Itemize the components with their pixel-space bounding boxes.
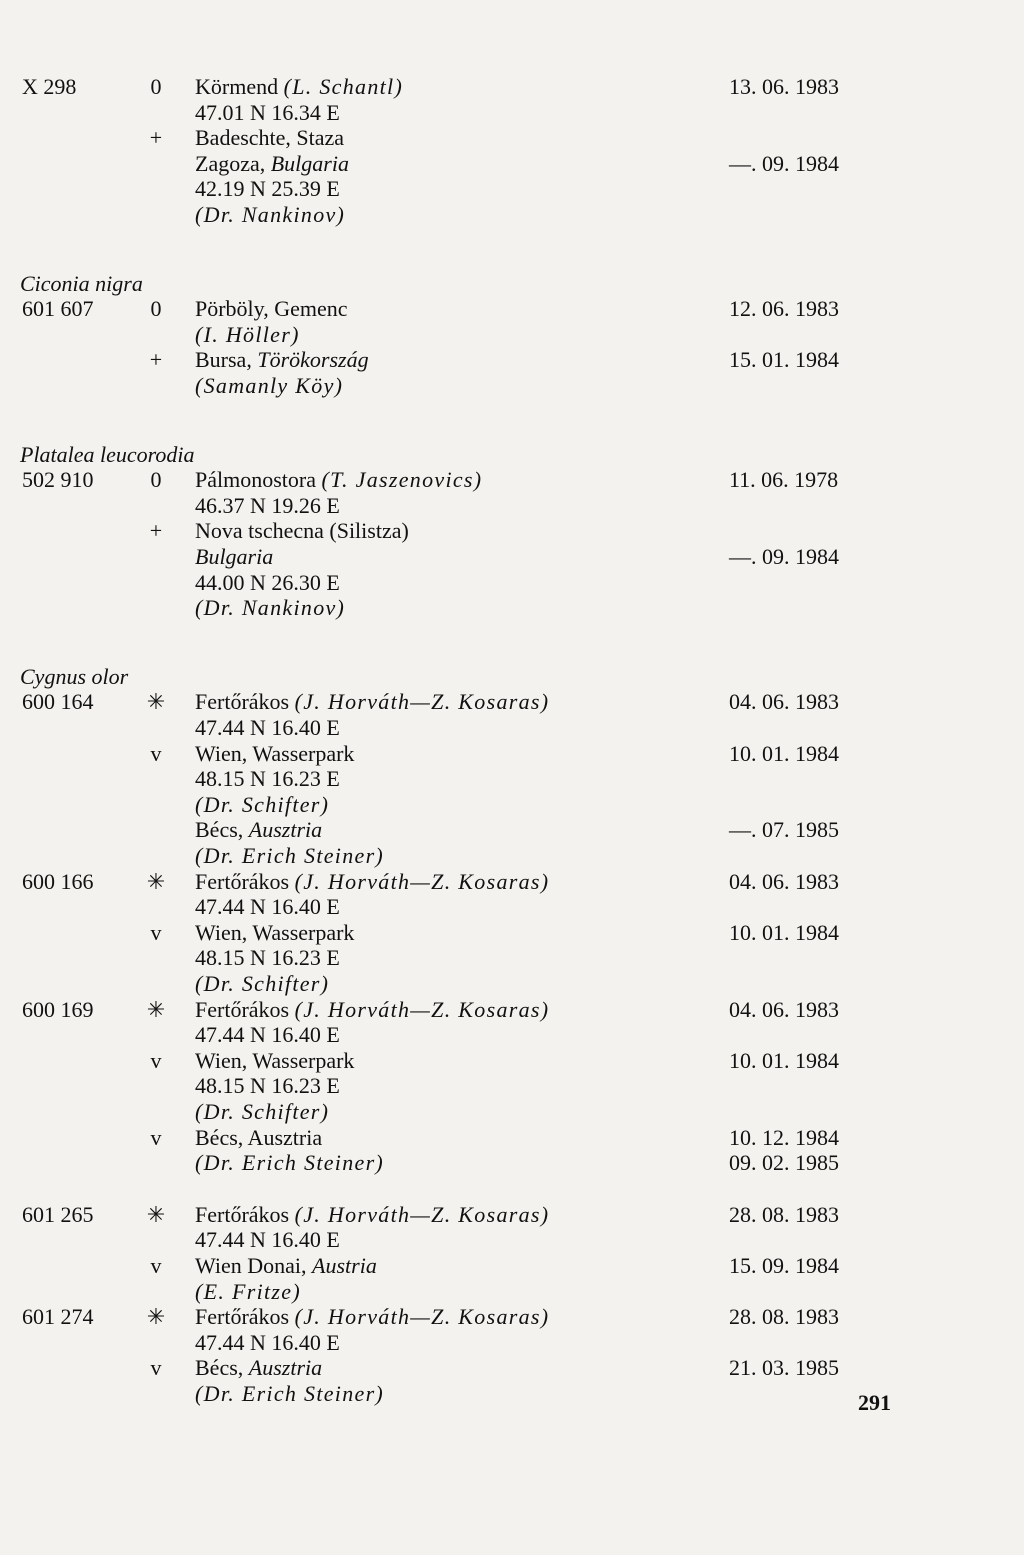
record-text xyxy=(195,997,549,1023)
text-segment: 47.01 N 16.34 E xyxy=(195,99,340,125)
record-date: 11. 06. 1978 xyxy=(729,467,839,493)
species-heading: Cygnus olor xyxy=(20,663,129,689)
record-symbol: ✳ xyxy=(146,1304,166,1330)
text-segment: 44.00 N 26.30 E xyxy=(195,569,340,595)
record-line xyxy=(0,518,1024,544)
text-segment: Körmend xyxy=(195,74,284,99)
record-line xyxy=(0,176,1024,202)
record-line xyxy=(0,1253,1024,1279)
text-segment: (Dr. Nankinov) xyxy=(195,202,346,227)
text-segment: 47.44 N 16.40 E xyxy=(195,894,340,920)
text-segment: (J. Horváth—Z. Kosaras) xyxy=(294,996,550,1022)
record-text xyxy=(195,741,354,767)
record-date: 04. 06. 1983 xyxy=(729,996,839,1022)
ring-number: 600 169 xyxy=(22,996,94,1022)
record-text xyxy=(195,1150,384,1176)
record-text xyxy=(195,1099,329,1125)
record-text xyxy=(195,766,340,792)
record-line xyxy=(0,1150,1024,1176)
record-text xyxy=(195,1073,340,1099)
ring-number: 600 166 xyxy=(22,868,94,894)
record-line xyxy=(0,766,1024,792)
record-text xyxy=(195,1202,549,1228)
text-segment: (I. Höller) xyxy=(195,321,300,347)
record-line xyxy=(0,74,1024,100)
record-text xyxy=(195,817,322,843)
record-symbol: ✳ xyxy=(146,868,166,894)
page-number: 291 xyxy=(858,1390,891,1415)
record-symbol: 0 xyxy=(150,467,162,493)
record-date: 15. 09. 1984 xyxy=(729,1253,839,1278)
record-symbol: v xyxy=(150,919,162,945)
record-date: 12. 06. 1983 xyxy=(729,296,839,322)
text-segment: (Dr. Nankinov) xyxy=(195,595,346,621)
text-segment: (J. Horváth—Z. Kosaras) xyxy=(294,868,550,894)
text-segment: 47.44 N 16.40 E xyxy=(195,715,340,740)
record-text xyxy=(195,1125,322,1151)
record-line xyxy=(0,843,1024,869)
record-text xyxy=(195,1304,549,1330)
record-text xyxy=(195,176,340,202)
text-segment: 47.44 N 16.40 E xyxy=(195,1227,340,1253)
text-segment: (Dr. Erich Steiner) xyxy=(195,1150,385,1176)
record-line xyxy=(0,1279,1024,1305)
record-symbol: v xyxy=(150,1355,162,1381)
ring-number: 600 164 xyxy=(22,689,94,715)
record-text xyxy=(195,1330,340,1356)
record-text xyxy=(195,518,409,544)
record-line xyxy=(0,894,1024,920)
record-text xyxy=(195,971,329,997)
text-segment: Fertőrákos xyxy=(195,868,295,894)
text-segment: 42.19 N 25.39 E xyxy=(195,176,340,202)
ring-number: 601 607 xyxy=(22,296,94,322)
text-segment: 48.15 N 16.23 E xyxy=(195,1073,340,1099)
record-text xyxy=(195,1279,301,1305)
text-segment: Zagoza, xyxy=(195,150,271,176)
text-segment: Fertőrákos xyxy=(195,996,295,1022)
text-segment: Wien, Wasserpark xyxy=(195,919,355,945)
record-date: —. 09. 1984 xyxy=(729,544,839,569)
record-date: 28. 08. 1983 xyxy=(729,1304,839,1330)
text-segment: 48.15 N 16.23 E xyxy=(195,945,340,971)
species-heading: Platalea leucorodia xyxy=(20,441,195,467)
text-segment: (T. Jaszenovics) xyxy=(321,467,483,493)
text-segment: Bulgaria xyxy=(270,150,349,176)
record-line xyxy=(0,467,1024,493)
record-text xyxy=(195,1227,340,1253)
record-text xyxy=(195,894,340,920)
record-text xyxy=(195,1022,340,1048)
text-segment: Bulgaria xyxy=(195,544,274,569)
record-text xyxy=(195,100,340,126)
ring-number: 502 910 xyxy=(22,467,94,493)
text-segment: Fertőrákos xyxy=(195,689,295,715)
record-date: —. 07. 1985 xyxy=(729,817,839,843)
text-segment: (J. Horváth—Z. Kosaras) xyxy=(294,689,550,715)
text-segment: (Dr. Erich Steiner) xyxy=(195,1381,385,1406)
text-segment: Fertőrákos xyxy=(195,1201,295,1227)
text-segment: (J. Horváth—Z. Kosaras) xyxy=(294,1304,550,1330)
text-segment: (Dr. Schifter) xyxy=(195,791,330,817)
text-segment: Nova tschecna (Silistza) xyxy=(195,518,409,544)
text-segment: Ausztria xyxy=(248,817,323,843)
record-line xyxy=(0,125,1024,151)
text-segment: (Dr. Schifter) xyxy=(195,971,330,996)
ring-number: 601 274 xyxy=(22,1304,94,1330)
record-text xyxy=(195,595,345,621)
record-text xyxy=(195,467,482,493)
record-line xyxy=(0,202,1024,228)
record-line xyxy=(0,715,1024,741)
record-text xyxy=(195,715,340,741)
record-date: 28. 08. 1983 xyxy=(729,1201,839,1227)
ring-number: X 298 xyxy=(22,74,77,99)
record-line xyxy=(0,1355,1024,1381)
record-text xyxy=(195,296,348,322)
record-line xyxy=(0,1202,1024,1228)
record-line xyxy=(0,151,1024,177)
record-symbol: ✳ xyxy=(146,996,166,1022)
text-segment: (Samanly Köy) xyxy=(195,373,344,398)
record-line xyxy=(0,493,1024,519)
record-line xyxy=(0,817,1024,843)
record-line xyxy=(0,570,1024,596)
record-date: 13. 06. 1983 xyxy=(729,74,839,99)
record-line xyxy=(0,1304,1024,1330)
record-symbol: ✳ xyxy=(146,1201,166,1227)
record-line xyxy=(0,1099,1024,1125)
record-line xyxy=(0,322,1024,348)
record-text xyxy=(195,125,344,151)
text-segment: Bécs, xyxy=(195,817,249,843)
text-segment: 47.44 N 16.40 E xyxy=(195,1329,340,1355)
text-segment: 47.44 N 16.40 E xyxy=(195,1022,340,1048)
text-segment: Ausztria xyxy=(248,1355,323,1381)
record-text xyxy=(195,347,369,373)
record-line xyxy=(0,997,1024,1023)
record-line xyxy=(0,1330,1024,1356)
text-segment: Törökország xyxy=(257,347,369,373)
record-text xyxy=(195,945,340,971)
text-segment: 46.37 N 19.26 E xyxy=(195,492,340,518)
record-line xyxy=(0,100,1024,126)
record-line xyxy=(0,1048,1024,1074)
record-text xyxy=(195,1355,322,1381)
text-segment: Bursa, xyxy=(195,347,258,373)
text-segment: (L. Schantl) xyxy=(283,74,404,99)
record-text xyxy=(195,570,340,596)
record-symbol: 0 xyxy=(150,74,162,99)
text-segment: Wien Donai, xyxy=(195,1253,313,1278)
record-text xyxy=(195,493,340,519)
record-symbol: v xyxy=(150,740,162,766)
record-text xyxy=(195,544,273,570)
record-line xyxy=(0,689,1024,715)
record-line xyxy=(0,347,1024,373)
text-segment: Wien, Wasserpark xyxy=(195,740,355,766)
record-text xyxy=(195,1048,354,1074)
record-date: 04. 06. 1983 xyxy=(729,868,839,894)
record-line xyxy=(0,945,1024,971)
record-date: 10. 01. 1984 xyxy=(729,1047,839,1073)
record-text xyxy=(195,689,549,715)
record-text xyxy=(195,151,349,177)
record-date: 10. 01. 1984 xyxy=(729,919,839,945)
record-line xyxy=(0,544,1024,570)
text-segment: Pörböly, Gemenc xyxy=(195,296,348,322)
text-segment: Bécs, xyxy=(195,1355,249,1381)
record-date: —. 09. 1984 xyxy=(729,150,839,176)
record-symbol: + xyxy=(149,518,163,544)
record-text xyxy=(195,792,329,818)
record-date: 10. 12. 1984 xyxy=(729,1124,839,1150)
text-segment: (J. Horváth—Z. Kosaras) xyxy=(294,1201,550,1227)
record-symbol: ✳ xyxy=(146,689,166,715)
record-symbol: v xyxy=(150,1124,162,1150)
record-symbol: v xyxy=(150,1253,162,1278)
record-symbol: + xyxy=(149,347,163,373)
text-segment: Bécs, Ausztria xyxy=(195,1124,323,1150)
text-segment: (Dr. Erich Steiner) xyxy=(195,843,385,868)
ring-number: 601 265 xyxy=(22,1201,94,1227)
record-date: 21. 03. 1985 xyxy=(729,1355,839,1381)
record-line xyxy=(0,595,1024,621)
record-text xyxy=(195,202,345,228)
record-line xyxy=(0,1227,1024,1253)
text-segment: (Dr. Schifter) xyxy=(195,1099,330,1124)
record-date: 04. 06. 1983 xyxy=(729,689,839,715)
record-line xyxy=(0,869,1024,895)
record-line xyxy=(0,1125,1024,1151)
text-segment: Pálmonostora xyxy=(195,467,322,493)
record-text xyxy=(195,322,300,348)
record-line xyxy=(0,971,1024,997)
record-text xyxy=(195,920,354,946)
record-line xyxy=(0,792,1024,818)
record-text xyxy=(195,869,549,895)
record-date: 10. 01. 1984 xyxy=(729,740,839,766)
record-line xyxy=(0,1073,1024,1099)
record-line xyxy=(0,741,1024,767)
record-symbol: v xyxy=(150,1047,162,1073)
record-symbol: 0 xyxy=(150,296,162,322)
record-text xyxy=(195,373,343,399)
record-symbol: + xyxy=(149,125,163,151)
species-heading: Ciconia nigra xyxy=(20,270,143,296)
record-line xyxy=(0,373,1024,399)
record-line xyxy=(0,296,1024,322)
record-text xyxy=(195,1381,384,1407)
record-line xyxy=(0,920,1024,946)
record-date: 09. 02. 1985 xyxy=(729,1150,839,1176)
text-segment: Fertőrákos xyxy=(195,1304,295,1330)
text-segment: 48.15 N 16.23 E xyxy=(195,766,340,792)
text-segment: Wien, Wasserpark xyxy=(195,1047,355,1073)
text-segment: (E. Fritze) xyxy=(195,1278,301,1304)
text-segment: Austria xyxy=(312,1253,377,1278)
record-text xyxy=(195,1253,377,1279)
text-segment: Badeschte, Staza xyxy=(195,125,345,151)
record-date: 15. 01. 1984 xyxy=(729,347,839,373)
record-line xyxy=(0,1381,1024,1407)
record-line xyxy=(0,1022,1024,1048)
record-text xyxy=(195,74,403,100)
record-text xyxy=(195,843,384,869)
